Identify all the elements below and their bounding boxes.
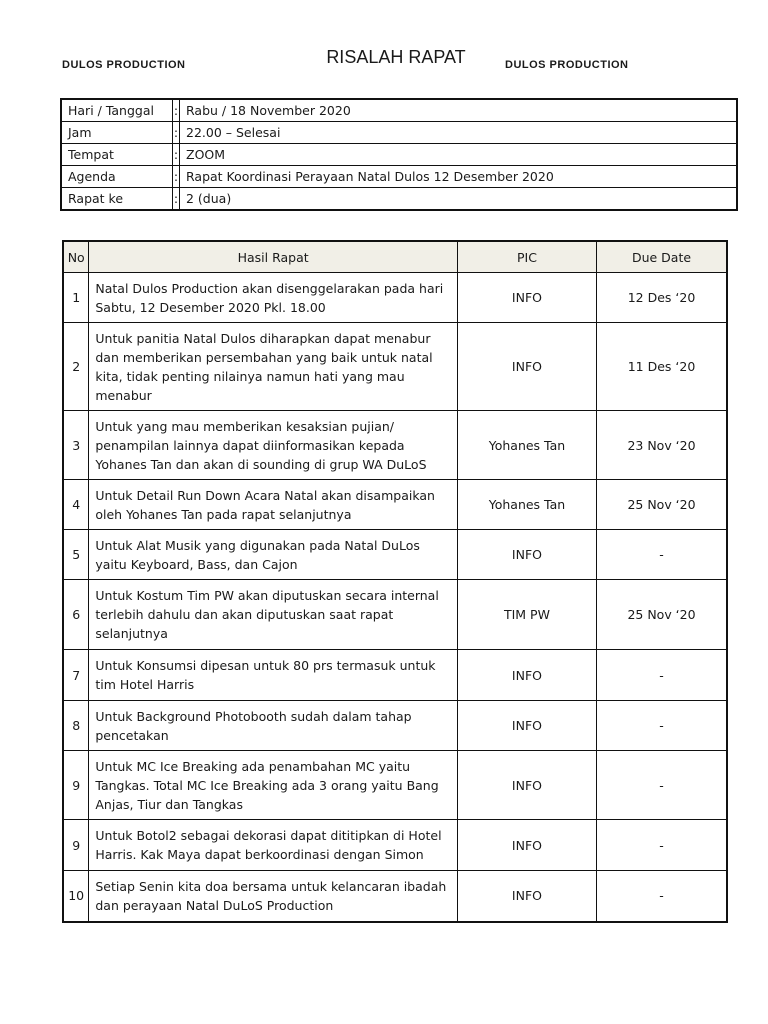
row-number: 6	[63, 580, 89, 650]
column-header-pic: PIC	[457, 241, 596, 273]
row-pic: INFO	[457, 273, 596, 323]
row-due-date: -	[597, 871, 727, 922]
row-result: Untuk MC Ice Breaking ada penambahan MC yaitu Tangkas. Total MC Ice Breaking ada 3 orang yaitu Bang Anjas, Tiur dan Tangkas	[89, 751, 458, 820]
info-value: Rabu / 18 November 2020	[180, 99, 738, 122]
meeting-info-row	[61, 188, 737, 211]
row-number: 5	[63, 530, 89, 580]
table-row	[63, 751, 727, 820]
row-number: 7	[63, 650, 89, 701]
row-result: Setiap Senin kita doa bersama untuk kelancaran ibadah dan perayaan Natal DuLoS Production	[89, 871, 458, 922]
row-pic: INFO	[457, 751, 596, 820]
info-colon: :	[173, 166, 180, 188]
info-value: 22.00 – Selesai	[180, 122, 738, 144]
row-number: 2	[63, 323, 89, 411]
info-colon: :	[173, 188, 180, 211]
table-row	[63, 871, 727, 922]
info-colon: :	[173, 144, 180, 166]
row-result: Untuk panitia Natal Dulos diharapkan dapat menabur dan memberikan persembahan yang baik untuk natal kita, tidak penting nilainya namun hati yang mau menabur	[89, 323, 458, 411]
row-number: 1	[63, 273, 89, 323]
row-result: Untuk Alat Musik yang digunakan pada Natal DuLos yaitu Keyboard, Bass, dan Cajon	[89, 530, 458, 580]
info-label: Jam	[61, 122, 173, 144]
meeting-info-table	[60, 98, 738, 211]
row-due-date: 23 Nov ‘20	[597, 411, 727, 480]
row-pic: INFO	[457, 530, 596, 580]
info-colon: :	[173, 122, 180, 144]
row-number: 3	[63, 411, 89, 480]
row-number: 9	[63, 751, 89, 820]
row-due-date: 12 Des ‘20	[597, 273, 727, 323]
row-result: Untuk Kostum Tim PW akan diputuskan secara internal terlebih dahulu dan akan diputuskan saat rapat selanjutnya	[89, 580, 458, 650]
row-number: 8	[63, 701, 89, 751]
row-due-date: 25 Nov ‘20	[597, 480, 727, 530]
table-row	[63, 650, 727, 701]
row-due-date: -	[597, 751, 727, 820]
row-number: 9	[63, 820, 89, 871]
row-number: 4	[63, 480, 89, 530]
column-header-no: No	[63, 241, 89, 273]
row-pic: INFO	[457, 871, 596, 922]
info-label: Rapat ke	[61, 188, 173, 211]
row-result: Untuk Konsumsi dipesan untuk 80 prs termasuk untuk tim Hotel Harris	[89, 650, 458, 701]
row-pic: Yohanes Tan	[457, 411, 596, 480]
row-result: Untuk Background Photobooth sudah dalam tahap pencetakan	[89, 701, 458, 751]
info-label: Tempat	[61, 144, 173, 166]
meeting-info-row	[61, 122, 737, 144]
row-result: Untuk Botol2 sebagai dekorasi dapat dititipkan di Hotel Harris. Kak Maya dapat berkoordinasi dengan Simon	[89, 820, 458, 871]
meeting-info-row	[61, 144, 737, 166]
row-number: 10	[63, 871, 89, 922]
row-pic: INFO	[457, 323, 596, 411]
meeting-results-table	[62, 240, 728, 923]
row-due-date: -	[597, 701, 727, 751]
info-value: ZOOM	[180, 144, 738, 166]
row-due-date: 11 Des ‘20	[597, 323, 727, 411]
row-due-date: 25 Nov ‘20	[597, 580, 727, 650]
row-pic: INFO	[457, 701, 596, 751]
row-pic: INFO	[457, 650, 596, 701]
row-pic: INFO	[457, 820, 596, 871]
row-due-date: -	[597, 650, 727, 701]
row-result: Untuk yang mau memberikan kesaksian pujian/ penampilan lainnya dapat diinformasikan kepada Yohanes Tan dan akan di sounding di grup WA DuLoS	[89, 411, 458, 480]
table-row	[63, 480, 727, 530]
table-row	[63, 580, 727, 650]
info-value: Rapat Koordinasi Perayaan Natal Dulos 12 Desember 2020	[180, 166, 738, 188]
row-result: Untuk Detail Run Down Acara Natal akan disampaikan oleh Yohanes Tan pada rapat selanjutnya	[89, 480, 458, 530]
meeting-info-row	[61, 99, 737, 122]
table-row	[63, 323, 727, 411]
meeting-info-row	[61, 166, 737, 188]
table-row	[63, 273, 727, 323]
row-due-date: -	[597, 820, 727, 871]
table-row	[63, 530, 727, 580]
table-header-row	[63, 241, 727, 273]
document-title: RISALAH RAPAT	[326, 47, 466, 67]
table-row	[63, 701, 727, 751]
column-header-due-date: Due Date	[597, 241, 727, 273]
table-row	[63, 411, 727, 480]
column-header-hasil: Hasil Rapat	[89, 241, 458, 273]
row-pic: TIM PW	[457, 580, 596, 650]
row-result: Natal Dulos Production akan disenggelarakan pada hari Sabtu, 12 Desember 2020 Pkl. 18.00	[89, 273, 458, 323]
org-name-left: DULOS PRODUCTION	[62, 59, 186, 71]
info-label: Hari / Tanggal	[61, 99, 173, 122]
info-value: 2 (dua)	[180, 188, 738, 211]
table-row	[63, 820, 727, 871]
info-colon: :	[173, 99, 180, 122]
row-pic: Yohanes Tan	[457, 480, 596, 530]
info-label: Agenda	[61, 166, 173, 188]
row-due-date: -	[597, 530, 727, 580]
org-name-right: DULOS PRODUCTION	[505, 59, 629, 71]
